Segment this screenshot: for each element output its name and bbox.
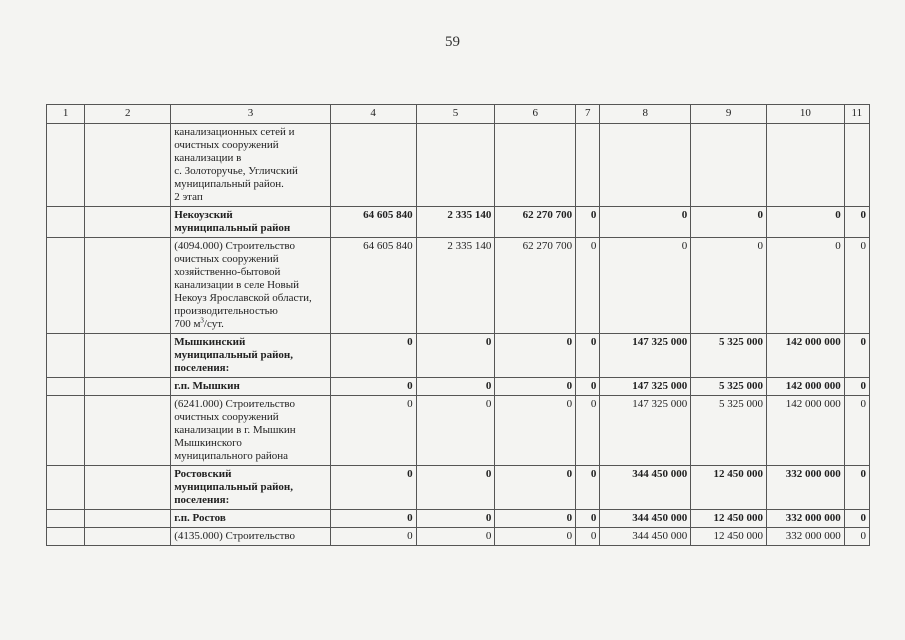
object-name-cell	[171, 528, 331, 546]
column-number: 9	[691, 105, 767, 124]
code-cell	[85, 528, 171, 546]
amount-cell: 0	[416, 396, 495, 466]
amount-cell: 0	[495, 378, 576, 396]
amount-cell	[766, 124, 844, 207]
object-name-line: с. Золоторучье, Угличский	[174, 165, 298, 177]
amount-cell: 0	[576, 466, 600, 510]
object-name-line: канализации в г. Мышкин	[174, 424, 296, 436]
unit-superscript: 3	[200, 316, 204, 325]
object-name-cell	[171, 124, 331, 207]
column-number: 5	[416, 105, 495, 124]
amount-cell: 0	[600, 238, 691, 334]
amount-cell: 0	[600, 207, 691, 238]
amount-cell: 0	[576, 510, 600, 528]
column-number: 6	[495, 105, 576, 124]
amount-cell: 0	[844, 378, 869, 396]
amount-cell: 0	[495, 466, 576, 510]
amount-cell: 64 605 840	[330, 238, 416, 334]
row-index-cell	[47, 207, 85, 238]
amount-cell: 0	[844, 334, 869, 378]
row-index-cell	[47, 528, 85, 546]
column-number: 4	[330, 105, 416, 124]
object-name-line: (4094.000) Строительство	[174, 240, 296, 252]
amount-cell: 12 450 000	[691, 466, 767, 510]
page-number: 59	[445, 34, 460, 50]
object-name-line: очистных сооружений	[174, 139, 279, 151]
amount-cell	[844, 124, 869, 207]
amount-cell: 0	[495, 510, 576, 528]
object-name-line: Мышкинский	[174, 336, 246, 348]
amount-cell: 0	[330, 510, 416, 528]
amount-cell	[691, 124, 767, 207]
amount-cell: 0	[691, 238, 767, 334]
object-name-cell	[171, 466, 331, 510]
object-name-line: Некоуз Ярославской области,	[174, 292, 312, 304]
amount-cell: 0	[495, 396, 576, 466]
object-name-line: очистных сооружений	[174, 253, 279, 265]
amount-cell: 142 000 000	[766, 334, 844, 378]
column-number: 1	[47, 105, 85, 124]
amount-cell: 0	[576, 378, 600, 396]
amount-cell: 62 270 700	[495, 207, 576, 238]
object-name-cell	[171, 378, 331, 396]
code-cell	[85, 396, 171, 466]
table-row	[47, 378, 870, 396]
amount-cell: 2 335 140	[416, 238, 495, 334]
code-cell	[85, 334, 171, 378]
amount-cell: 0	[844, 207, 869, 238]
column-number: 8	[600, 105, 691, 124]
amount-cell	[416, 124, 495, 207]
amount-cell: 2 335 140	[416, 207, 495, 238]
amount-cell: 0	[576, 207, 600, 238]
object-name-line: поселения:	[174, 362, 230, 374]
code-cell	[85, 238, 171, 334]
column-number: 2	[85, 105, 171, 124]
object-name-line: производительностью	[174, 305, 278, 317]
budget-table	[46, 104, 870, 546]
amount-cell: 0	[576, 528, 600, 546]
amount-cell: 0	[844, 466, 869, 510]
object-name-line: Ростовский	[174, 468, 232, 480]
amount-cell: 0	[416, 510, 495, 528]
amount-cell	[576, 124, 600, 207]
amount-cell	[495, 124, 576, 207]
code-cell	[85, 207, 171, 238]
object-name-line: канализации в селе Новый	[174, 279, 300, 291]
object-name-line: хозяйственно-бытовой	[174, 266, 281, 278]
amount-cell: 0	[330, 334, 416, 378]
object-name-line: муниципальный район,	[174, 481, 294, 493]
column-number: 7	[576, 105, 600, 124]
amount-cell: 64 605 840	[330, 207, 416, 238]
amount-cell: 332 000 000	[766, 528, 844, 546]
column-number: 10	[766, 105, 844, 124]
table-row	[47, 466, 870, 510]
amount-cell: 5 325 000	[691, 378, 767, 396]
code-cell	[85, 378, 171, 396]
object-name-line: г.п. Ростов	[174, 512, 226, 524]
table-row	[47, 528, 870, 546]
amount-cell: 0	[330, 396, 416, 466]
object-name-cell	[171, 510, 331, 528]
amount-cell: 142 000 000	[766, 396, 844, 466]
object-name-line	[174, 318, 327, 331]
amount-cell: 344 450 000	[600, 528, 691, 546]
object-name-line: муниципального района	[174, 450, 288, 462]
amount-cell: 0	[330, 466, 416, 510]
amount-cell: 62 270 700	[495, 238, 576, 334]
object-name-line: муниципальный район,	[174, 349, 294, 361]
object-name-line: канализации в	[174, 152, 242, 164]
row-index-cell	[47, 124, 85, 207]
row-index-cell	[47, 238, 85, 334]
table-row	[47, 510, 870, 528]
object-name-line: 2 этап	[174, 191, 203, 203]
amount-cell	[330, 124, 416, 207]
object-name-cell	[171, 238, 331, 334]
object-name-line: канализационных сетей и	[174, 126, 295, 138]
amount-cell: 0	[576, 238, 600, 334]
amount-cell: 147 325 000	[600, 334, 691, 378]
object-name-cell	[171, 207, 331, 238]
column-number: 3	[171, 105, 331, 124]
row-index-cell	[47, 378, 85, 396]
amount-cell: 5 325 000	[691, 334, 767, 378]
object-name-cell	[171, 334, 331, 378]
amount-cell: 0	[416, 334, 495, 378]
row-index-cell	[47, 510, 85, 528]
object-name-line: очистных сооружений	[174, 411, 279, 423]
amount-cell: 332 000 000	[766, 510, 844, 528]
object-name-line: поселения:	[174, 494, 230, 506]
table-row	[47, 207, 870, 238]
amount-cell: 0	[416, 378, 495, 396]
code-cell	[85, 510, 171, 528]
amount-cell: 0	[691, 207, 767, 238]
amount-cell: 0	[844, 528, 869, 546]
code-cell	[85, 124, 171, 207]
capacity-value: 700 м	[174, 318, 201, 330]
amount-cell: 142 000 000	[766, 378, 844, 396]
amount-cell: 12 450 000	[691, 510, 767, 528]
table-row	[47, 238, 870, 334]
object-name-line: (6241.000) Строительство	[174, 398, 296, 410]
amount-cell: 0	[766, 238, 844, 334]
object-name-cell	[171, 396, 331, 466]
table-row	[47, 396, 870, 466]
amount-cell: 0	[844, 396, 869, 466]
amount-cell: 12 450 000	[691, 528, 767, 546]
row-index-cell	[47, 396, 85, 466]
amount-cell: 0	[416, 528, 495, 546]
amount-cell: 0	[576, 334, 600, 378]
row-index-cell	[47, 334, 85, 378]
amount-cell: 5 325 000	[691, 396, 767, 466]
object-name-line: муниципальный район	[174, 222, 291, 234]
object-name-line: муниципальный район.	[174, 178, 284, 190]
row-index-cell	[47, 466, 85, 510]
amount-cell: 0	[576, 396, 600, 466]
amount-cell: 0	[495, 334, 576, 378]
code-cell	[85, 466, 171, 510]
amount-cell: 0	[416, 466, 495, 510]
column-number: 11	[844, 105, 869, 124]
object-name-line: г.п. Мышкин	[174, 380, 240, 392]
amount-cell: 332 000 000	[766, 466, 844, 510]
amount-cell: 0	[844, 510, 869, 528]
column-number-row	[47, 105, 870, 124]
amount-cell: 0	[495, 528, 576, 546]
object-name-line: Некоузский	[174, 209, 233, 221]
amount-cell: 344 450 000	[600, 466, 691, 510]
amount-cell: 0	[844, 238, 869, 334]
amount-cell: 0	[766, 207, 844, 238]
amount-cell: 0	[330, 378, 416, 396]
table-row	[47, 124, 870, 207]
unit-suffix: /сут.	[203, 318, 224, 330]
amount-cell	[600, 124, 691, 207]
object-name-line: (4135.000) Строительство	[174, 530, 296, 542]
amount-cell: 344 450 000	[600, 510, 691, 528]
amount-cell: 147 325 000	[600, 378, 691, 396]
table-row	[47, 334, 870, 378]
amount-cell: 0	[330, 528, 416, 546]
object-name-line: Мышкинского	[174, 437, 242, 449]
amount-cell: 147 325 000	[600, 396, 691, 466]
